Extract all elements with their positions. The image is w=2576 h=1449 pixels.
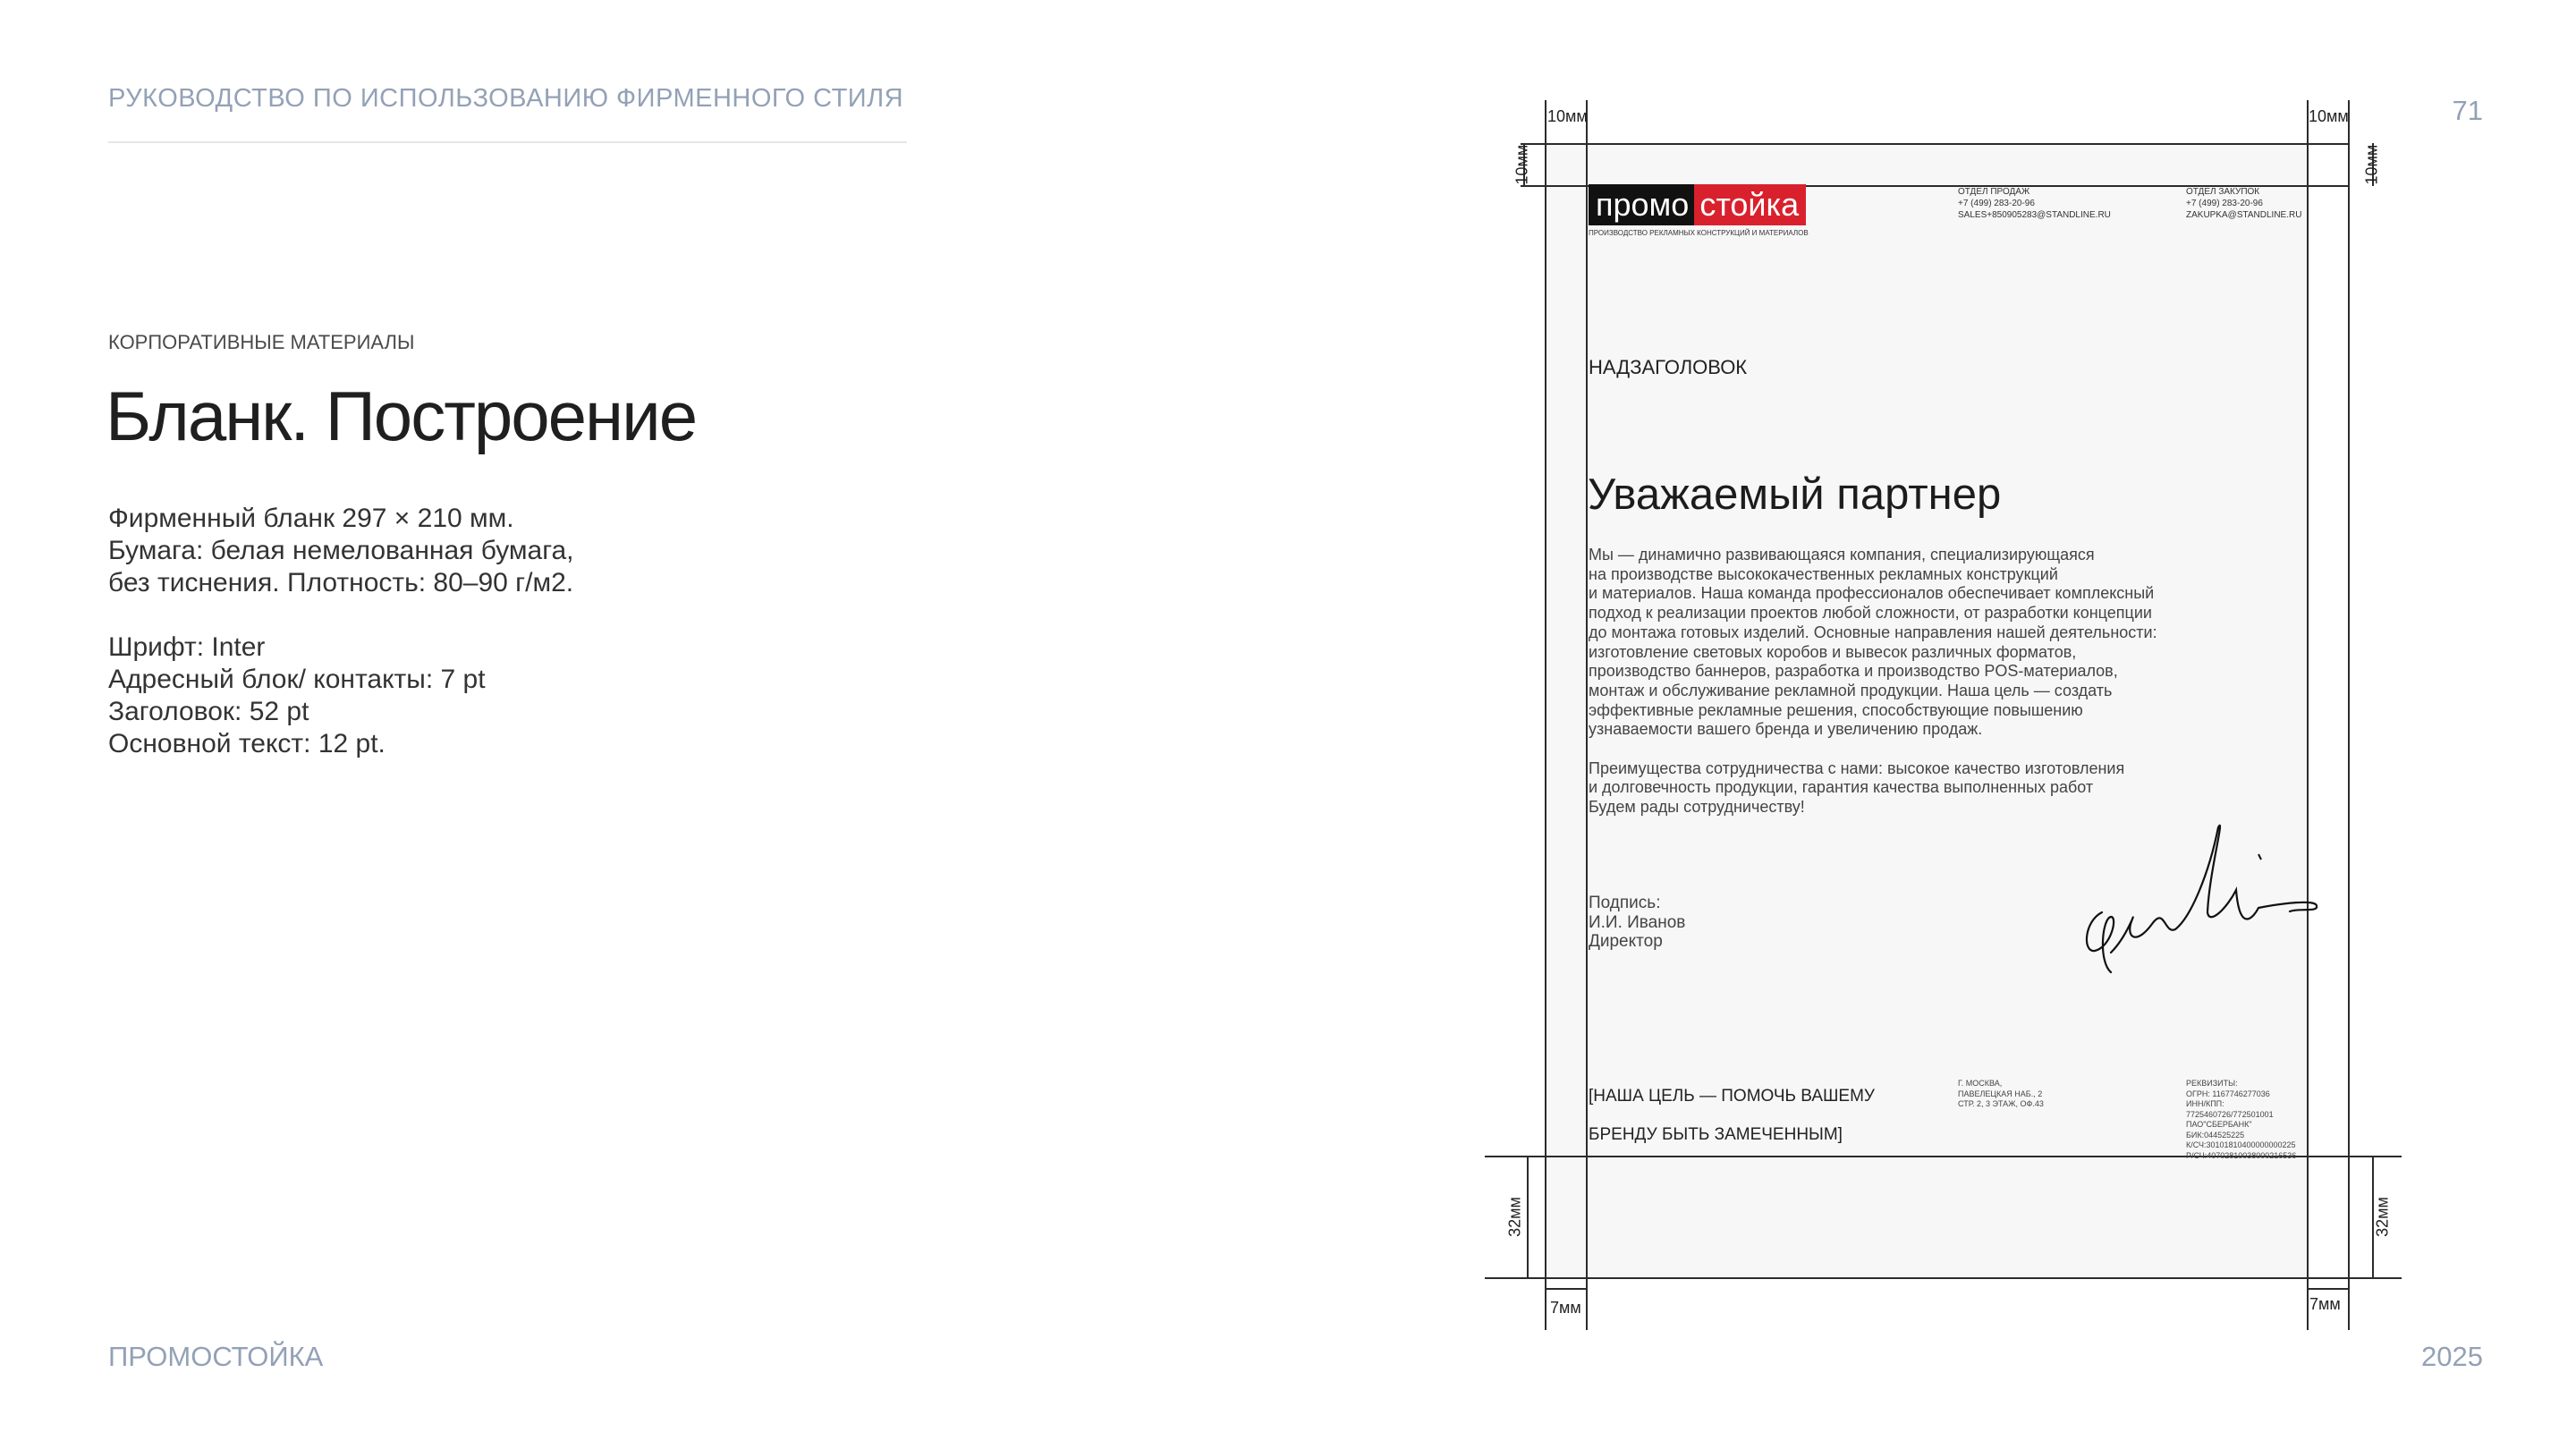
header-divider [108, 141, 907, 143]
guide-line-left-edge [1545, 100, 1546, 1330]
desc-line: Адресный блок/ контакты: 7 pt [108, 665, 486, 694]
dim-label-left-top: 10мм [1513, 144, 1531, 185]
dim-label-bottom-left: 7мм [1550, 1299, 1581, 1317]
dim-tick-bottom-right [2307, 1288, 2350, 1290]
contacts-purchase: ОТДЕЛ ЗАКУПОК +7 (499) 283-20-96 ZAKUPKA@STANDLINE.RU [2186, 187, 2302, 220]
footer-year: 2025 [2421, 1341, 2483, 1372]
letter-body: Мы — динамично развивающаяся компания, специализирующаяся на производстве высококачественных рекламных конструкций и материалов. Наша команда профессионалов обеспечивает комплексный подход к реализации проектов любой сложности, от разработки концепции до монтажа готовых изделий. Основные направления нашей деятельности: изготовление световых коробов и вывесок различных форматов, производство баннеров, разработка и производство POS-материалов, монтаж и обслуживание рекламной продукции. Наша цель — создать эффективные рекламные решения, способствующие повышению узнаваемости вашего бренда и увеличению продаж. Преимущества сотрудничества с нами: высокое качество изготовления и долговечность продукции, гарантия качества выполненных работ Будем рады сотрудничеству! [1589, 546, 2157, 817]
desc-line: Шрифт: Inter [108, 632, 266, 662]
dim-label-top-right: 10мм [2309, 107, 2349, 125]
desc-line: Бумага: белая немелованная бумага, [108, 536, 574, 565]
address-block: Г. МОСКВА, ПАВЕЛЕЦКАЯ НАБ., 2 СТР. 2, 3 ЭТАЖ, ОФ.43 [1958, 1079, 2044, 1108]
page-number: 71 [2452, 95, 2483, 126]
promostoyka-logo: промо стойка [1589, 184, 1815, 225]
dim-label-right-bottom: 32мм [2373, 1197, 2392, 1237]
desc-line: Основной текст: 12 pt. [108, 729, 386, 758]
dim-label-right-top: 10мм [2362, 144, 2381, 185]
desc-line: Заголовок: 52 pt [108, 697, 309, 726]
requisites-block: РЕКВИЗИТЫ: ОГРН: 1167746277036 ИНН/КПП: 7725460726/772501001 ПАО"СБЕРБАНК" БИК:044525225 К/СЧ:30101810400000000225 Р/СЧ:40702810038000216536 [2186, 1079, 2297, 1160]
dim-tick-left-bottom [1527, 1156, 1529, 1277]
dim-label-top-left: 10мм [1547, 107, 1588, 125]
contacts-sales: ОТДЕЛ ПРОДАЖ +7 (499) 283-20-96 SALES+850905283@STANDLINE.RU [1958, 187, 2111, 220]
page-title: Бланк. Построение [106, 377, 697, 455]
desc-line: без тиснения. Плотность: 80–90 г/м2. [108, 568, 574, 597]
footer-slogan: [НАША ЦЕЛЬ — ПОМОЧЬ ВАШЕМУ БРЕНДУ БЫТЬ ЗАМЕЧЕННЫМ] [1589, 1087, 1875, 1144]
guide-line-bottom-edge [1485, 1277, 2402, 1279]
guide-line-right-margin [2307, 100, 2309, 1330]
guide-line-top-edge [1521, 143, 2348, 145]
signature-block: Подпись: И.И. Иванов Директор [1589, 894, 1686, 951]
logo-tagline: ПРОИЗВОДСТВО РЕКЛАМНЫХ КОНСТРУКЦИЙ И МАТЕРИАЛОВ [1589, 229, 1809, 237]
guide-line-right-edge [2348, 100, 2350, 1330]
footer-brand: ПРОМОСТОЙКА [108, 1341, 324, 1372]
letter-overtitle: НАДЗАГОЛОВОК [1589, 356, 1748, 378]
section-label: КОРПОРАТИВНЫЕ МАТЕРИАЛЫ [108, 331, 415, 353]
guide-title: РУКОВОДСТВО ПО ИСПОЛЬЗОВАНИЮ ФИРМЕННОГО СТИЛЯ [108, 84, 904, 113]
dim-tick-bottom-left [1545, 1288, 1588, 1290]
dim-label-bottom-right: 7мм [2309, 1295, 2341, 1313]
description [108, 503, 574, 760]
guide-line-left-margin [1586, 100, 1588, 1330]
letter-greeting: Уважаемый партнер [1588, 470, 2002, 519]
desc-line: Фирменный бланк 297 × 210 мм. [108, 504, 514, 533]
handwritten-signature [2075, 818, 2326, 979]
dim-label-left-bottom: 32мм [1505, 1197, 1524, 1237]
